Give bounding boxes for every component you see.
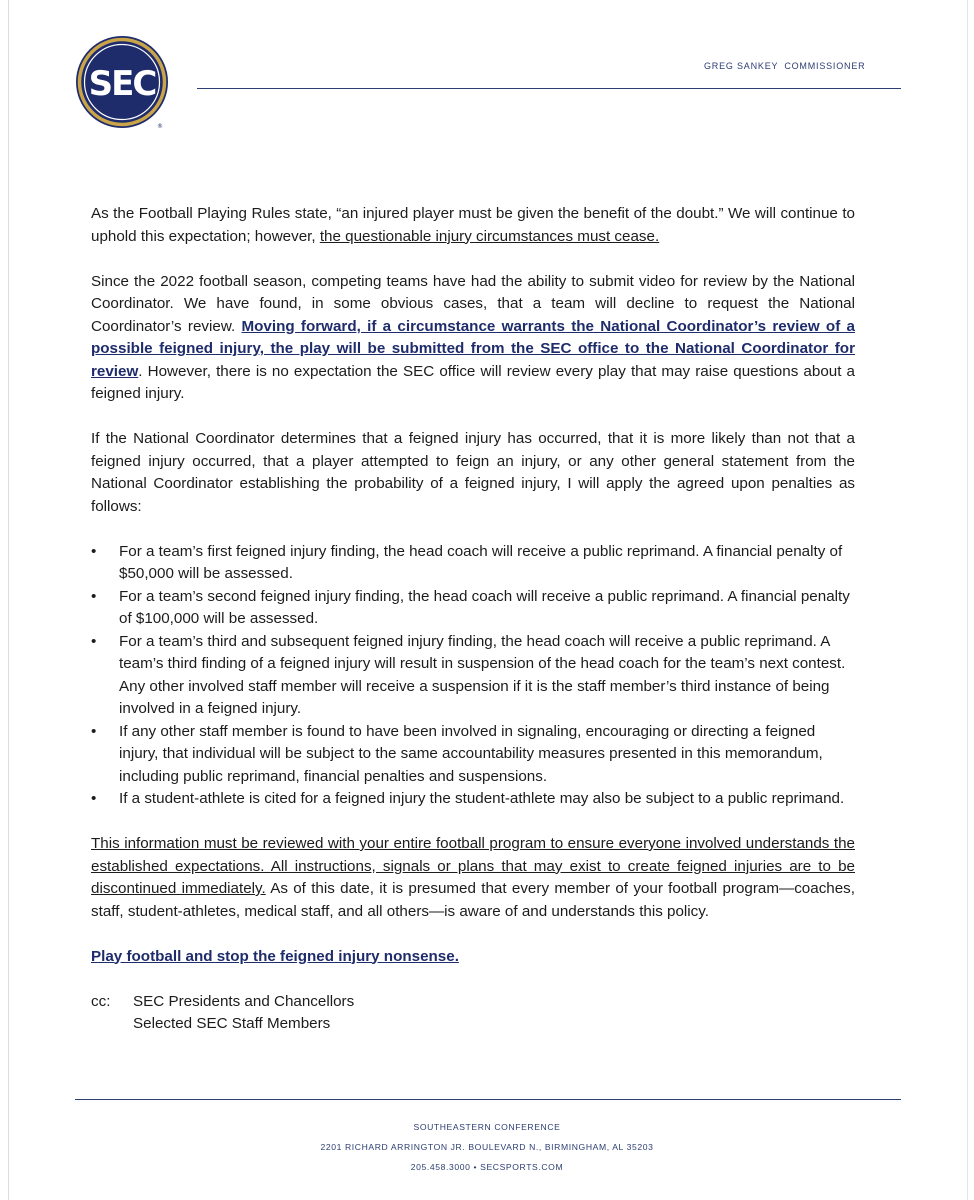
paragraph-intro: As the Football Playing Rules state, “an injured player must be given the benefit of the doubt.” We will continue to uphold this expectation; however, the questionable injury circumstances must cease. <box>91 205 855 245</box>
footer-contact: 205.458.3000 • SECSPORTS.COM <box>410 1162 564 1172</box>
footer-org-name: SOUTHEASTERN CONFERENCE <box>413 1122 561 1132</box>
commissioner-title: COMMISSIONER <box>784 61 866 71</box>
cc-label: cc: <box>91 992 111 1010</box>
header-divider <box>197 88 901 89</box>
svg-text:®: ® <box>157 123 163 130</box>
underlined-directive: This information must be reviewed with your entire football program to ensure everyone involved understands the established expectations. All instructions, signals or plans that may exist to create feigned injuries are to be discontinued immediately. <box>91 835 855 897</box>
paragraph-program-review: This information must be reviewed with your entire football program to ensure everyone involved understands the established expectations. All instructions, signals or plans that may exist to create feigned injuries are to be discontinued immediately. As of this date, it is presumed that every member of your football program—coaches, staff, student-athletes, medical staff, and all others—is aware of and understands this policy. <box>91 835 855 920</box>
footer-divider <box>75 1099 901 1100</box>
paragraph-review: Since the 2022 football season, competing teams have had the ability to submit video for review by the National Coordinator. We have found, in some obvious cases, that a team will decline to request the National Coordinator’s review. Moving forward, if a circumstance warrants the National Coordinator’s review of a possible feigned injury, the play will be submitted from the SEC office to the National Coordinator for review. However, there is no expectation the SEC office will review every play that may raise questions about a feigned injury. <box>91 272 855 402</box>
commissioner-name: GREG SANKEY <box>704 61 779 71</box>
list-item: • For a team’s first feigned injury finding, the head coach will receive a public reprimand. A financial penalty of $50,000 will be assessed. <box>91 542 843 582</box>
cc-block <box>91 991 855 1036</box>
underlined-statement: the questionable injury circumstances must cease. <box>319 227 660 245</box>
cc-recipients <box>133 991 354 1036</box>
penalty-list <box>91 541 855 811</box>
list-item: • For a team’s third and subsequent feigned injury finding, the head coach will receive a public reprimand. A team’s third finding of a feigned injury will result in suspension of the head coach for the team’s next contest. Any other involved staff member will receive a suspension if it is the staff member’s third instance of being involved in a feigned injury. <box>91 632 846 717</box>
page-edge <box>967 0 968 1200</box>
commissioner-line <box>704 61 865 71</box>
letterhead-footer <box>0 1122 974 1182</box>
list-item: • If any other staff member is found to have been involved in signaling, encouraging or directing a feigned injury, that individual will be subject to the same accountability measures presented in this memorandum, including public reprimand, financial penalties and suspensions. <box>91 722 823 785</box>
footer-address: 2201 RICHARD ARRINGTON JR. BOULEVARD N., BIRMINGHAM, AL 35203 <box>320 1142 654 1152</box>
paragraph-penalties-intro: If the National Coordinator determines that a feigned injury has occurred, that it is more likely than not that a feigned injury occurred, that a player attempted to feign an injury, or any other general statement from the National Coordinator establishing the probability of a feigned injury, I will apply the agreed upon penalties as follows: <box>91 430 855 515</box>
bold-underlined-statement: Moving forward, if a circumstance warrants the National Coordinator’s review of a possible feigned injury, the play will be submitted from the SEC office to the National Coordinator for review <box>91 317 855 380</box>
page-edge <box>8 0 9 1200</box>
logo-wordmark: SEC <box>88 64 156 104</box>
closing-statement: Play football and stop the feigned injury nonsense. <box>91 947 459 965</box>
sec-logo <box>75 35 171 131</box>
list-item: • For a team’s second feigned injury finding, the head coach will receive a public reprimand. A financial penalty of $100,000 will be assessed. <box>91 587 850 627</box>
list-item: • If a student-athlete is cited for a feigned injury the student-athlete may also be subject to a public reprimand. <box>91 790 845 807</box>
cc-recipient: SEC Presidents and Chancellors <box>133 992 355 1010</box>
cc-recipient: Selected SEC Staff Members <box>133 1015 331 1032</box>
memo-body <box>91 203 855 1036</box>
